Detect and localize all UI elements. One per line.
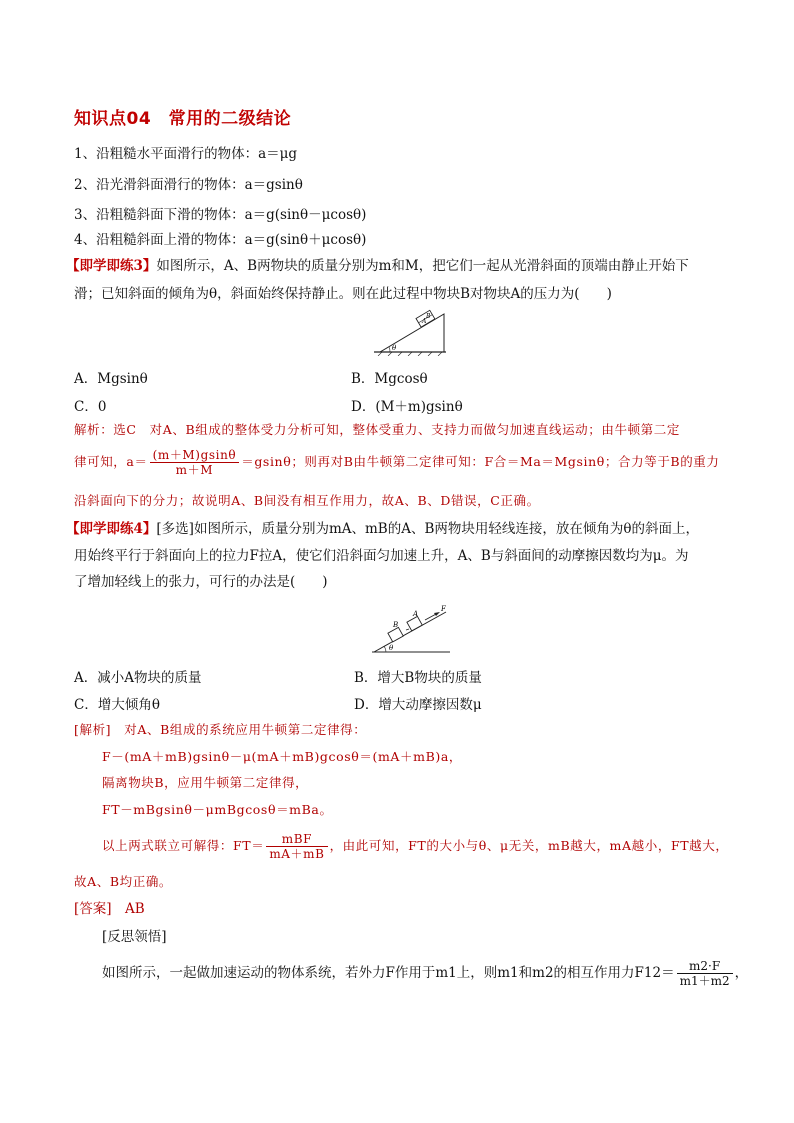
q4-text-line3: 了增加轻线上的张力，可行的办法是( ) bbox=[74, 574, 328, 590]
q4-option-d[interactable]: D．增大动摩擦因数μ bbox=[354, 697, 482, 713]
q4-answer bbox=[74, 899, 145, 919]
q4-block-b-group bbox=[388, 627, 403, 642]
q3-label-b: B bbox=[426, 313, 431, 320]
q3-option-c[interactable]: C．0 bbox=[74, 399, 107, 415]
q4-answer-tag: [答案] bbox=[74, 901, 112, 917]
q3-solution-line1: 解析：选C 对A、B组成的整体受力分析可知，整体受重力、支持力而做匀加速直线运动；由牛顿第二定 bbox=[74, 422, 680, 437]
q3-text1: 如图所示，A、B两物块的质量分别为m和M，把它们一起从光滑斜面的顶端由静止开始下 bbox=[156, 258, 689, 274]
q4-block-a bbox=[407, 616, 422, 631]
q4-sol-frac-num: mBF bbox=[266, 832, 327, 847]
q4-option-a[interactable]: A．减小A物块的质量 bbox=[74, 670, 202, 686]
q4-text-line2: 用始终平行于斜面向上的拉力F拉A，使它们沿斜面匀加速上升，A、B与斜面间的动摩擦因数均为μ。为 bbox=[74, 548, 689, 564]
q3-sol-fraction bbox=[150, 448, 240, 477]
q3-sol-frac-num: (m＋M)gsinθ bbox=[150, 448, 240, 463]
q3-ground-hatch bbox=[378, 352, 442, 356]
q4-incline-figure bbox=[368, 598, 454, 656]
reflection-frac-num: m2·F bbox=[677, 959, 733, 974]
q4-solution-line2: F－(mA＋mB)gsinθ－μ(mA＋mB)gcosθ＝(mA＋mB)a， bbox=[102, 749, 463, 764]
q4-text1: [多选]如图所示，质量分别为mA、mB的A、B两物块用轻线连接，放在倾角为θ的斜面上， bbox=[156, 521, 700, 537]
reflection-fraction bbox=[677, 959, 733, 988]
q3-solution-line3: 沿斜面向下的分力；故说明A、B间没有相互作用力，故A、B、D错误，C正确。 bbox=[74, 493, 540, 508]
q3-angle-label: θ bbox=[392, 344, 397, 352]
q4-tag: 【即学即练4】 bbox=[66, 521, 157, 537]
q4-option-c[interactable]: C．增大倾角θ bbox=[74, 697, 160, 713]
q4-sol-pre: 以上两式联立可解得：FT＝ bbox=[102, 838, 265, 853]
q4-label-f: F bbox=[441, 605, 446, 613]
reflection-text bbox=[102, 958, 748, 988]
q3-option-a[interactable]: A．Mgsinθ bbox=[74, 371, 148, 387]
q4-incline-surface bbox=[374, 612, 446, 652]
q4-answer-value: AB bbox=[125, 901, 145, 917]
q3-sol-pre: 律可知，a＝ bbox=[74, 454, 148, 469]
section-title: 知识点04 常用的二级结论 bbox=[74, 109, 292, 129]
reflection-post: ， bbox=[734, 965, 749, 981]
reflection-frac-den: m1＋m2 bbox=[679, 974, 730, 988]
conclusion-2: 2、沿光滑斜面滑行的物体：a＝gsinθ bbox=[74, 177, 303, 193]
q4-angle-arc bbox=[384, 646, 386, 652]
q4-sol-post: ，由此可知，FT的大小与θ、μ无关，mB越大，mA越小，FT越大， bbox=[329, 838, 729, 853]
q4-option-b[interactable]: B．增大B物块的质量 bbox=[354, 670, 482, 686]
q4-text-line1 bbox=[66, 519, 699, 539]
q4-solution-tag: [解析] bbox=[74, 722, 112, 737]
q3-option-b[interactable]: B．Mgcosθ bbox=[351, 371, 428, 387]
q4-sol-fraction bbox=[266, 832, 327, 861]
q4-solution-line3: 隔离物块B，应用牛顿第二定律得， bbox=[102, 775, 309, 790]
q3-text-line1 bbox=[66, 256, 689, 276]
q4-solution-text1: 对A、B组成的系统应用牛顿第二定律得： bbox=[111, 722, 367, 737]
q4-solution-line4: FT－mBgsinθ－μmBgcosθ＝mBa。 bbox=[102, 802, 333, 817]
conclusion-4: 4、沿粗糙斜面上滑的物体：a＝g(sinθ＋μcosθ) bbox=[74, 232, 367, 248]
q4-label-b: B bbox=[393, 621, 399, 629]
q3-text-line2: 滑；已知斜面的倾角为θ，斜面始终保持静止。则在此过程中物块B对物块A的压力为( ) bbox=[74, 286, 612, 302]
q3-option-d[interactable]: D．(M＋m)gsinθ bbox=[351, 399, 463, 415]
q3-angle-arc bbox=[389, 347, 390, 352]
reflection-pre: 如图所示，一起做加速运动的物体系统，若外力F作用于m1上，则m1和m2的相互作用力F12＝ bbox=[102, 965, 675, 981]
q4-solution-line1 bbox=[74, 720, 366, 740]
q4-angle-label: θ bbox=[389, 644, 394, 652]
q3-solution-line2 bbox=[74, 447, 720, 477]
q4-solution-line5 bbox=[102, 831, 728, 861]
q4-sol-frac-den: mA＋mB bbox=[269, 847, 325, 861]
conclusion-1: 1、沿粗糙水平面滑行的物体：a＝μg bbox=[74, 146, 298, 162]
q3-sol-frac-den: m＋M bbox=[175, 463, 214, 477]
q4-rope bbox=[406, 629, 409, 630]
q4-solution-line6: 故A、B均正确。 bbox=[74, 874, 173, 889]
q3-label-a: A bbox=[422, 318, 427, 325]
q4-block-b bbox=[388, 627, 403, 642]
conclusion-3: 3、沿粗糙斜面下滑的物体：a＝g(sinθ－μcosθ) bbox=[74, 207, 367, 223]
q3-incline-figure bbox=[370, 306, 450, 356]
q4-block-a-group bbox=[407, 616, 422, 631]
q4-label-a: A bbox=[413, 610, 419, 618]
reflection-tag: [反思领悟] bbox=[102, 929, 167, 945]
q3-sol-post: ＝gsinθ；则再对B由牛顿第二定律可知：F合＝Ma＝Mgsinθ；合力等于B的重力 bbox=[241, 454, 720, 469]
q3-tag: 【即学即练3】 bbox=[66, 258, 157, 274]
